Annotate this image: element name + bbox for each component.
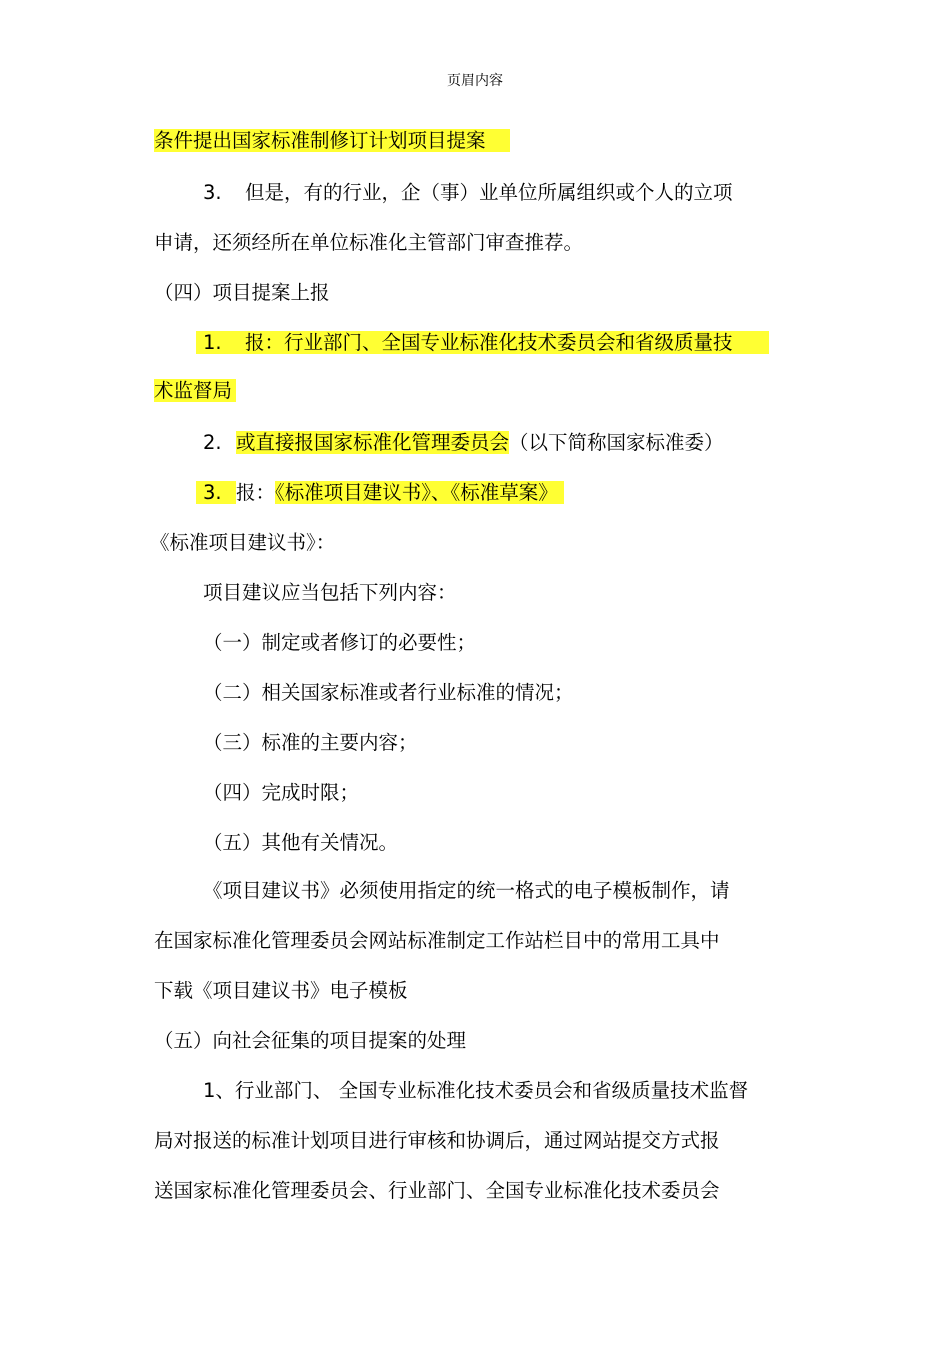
text-line	[154, 126, 510, 156]
text-line	[196, 478, 564, 508]
list-item: （三）标准的主要内容；	[203, 731, 418, 754]
text-line: 《标准项目建议书》：	[150, 531, 336, 554]
text-line	[203, 178, 733, 208]
text-line: 局对报送的标准计划项目进行审核和协调后，通过网站提交方式报	[154, 1129, 720, 1152]
text-line: 《项目建议书》必须使用指定的统一格式的电子模板制作，请	[203, 879, 730, 902]
highlighted-text: 条件提出国家标准制修订计划项目提案	[154, 129, 510, 152]
list-number: 2.	[203, 431, 222, 454]
page-header: 页眉内容	[447, 73, 503, 89]
text-line	[196, 328, 769, 358]
list-item: （一）制定或者修订的必要性；	[203, 631, 477, 654]
list-item: （二）相关国家标准或者行业标准的情况；	[203, 681, 574, 704]
list-number: 3.	[203, 481, 222, 504]
section-heading: （四）项目提案上报	[154, 281, 330, 304]
highlighted-text: 或直接报国家标准化管理委员会	[236, 431, 510, 454]
highlighted-text	[196, 481, 236, 504]
highlighted-text: 《标准项目建议书》、《标准草案》	[275, 481, 564, 504]
highlighted-text	[196, 331, 769, 354]
list-number: 3.	[203, 181, 222, 204]
highlighted-text: 术监督局	[154, 379, 236, 402]
text-line: 送国家标准化管理委员会、行业部门、全国专业标准化技术委员会	[154, 1179, 720, 1202]
list-item: （四）完成时限；	[203, 781, 360, 804]
paragraph-text: 报：	[236, 481, 276, 504]
text-line: 项目建议应当包括下列内容：	[203, 581, 457, 604]
paragraph-text: 报：行业部门、全国专业标准化技术委员会和省级质量技	[245, 331, 733, 354]
text-line	[154, 376, 236, 406]
text-line: 在国家标准化管理委员会网站标准制定工作站栏目中的常用工具中	[154, 929, 720, 952]
text-line	[203, 428, 724, 458]
section-heading: （五）向社会征集的项目提案的处理	[154, 1029, 467, 1052]
text-line: 1、行业部门、 全国专业标准化技术委员会和省级质量技术监督	[203, 1079, 749, 1102]
list-number: 1.	[203, 331, 222, 354]
list-item: （五）其他有关情况。	[203, 831, 399, 854]
text-line: 下载《项目建议书》电子模板	[154, 979, 408, 1002]
paragraph-text: （以下简称国家标准委）	[509, 431, 724, 454]
paragraph-text: 但是，有的行业，企（事）业单位所属组织或个人的立项	[245, 181, 733, 204]
text-line: 申请，还须经所在单位标准化主管部门审查推荐。	[154, 231, 584, 254]
